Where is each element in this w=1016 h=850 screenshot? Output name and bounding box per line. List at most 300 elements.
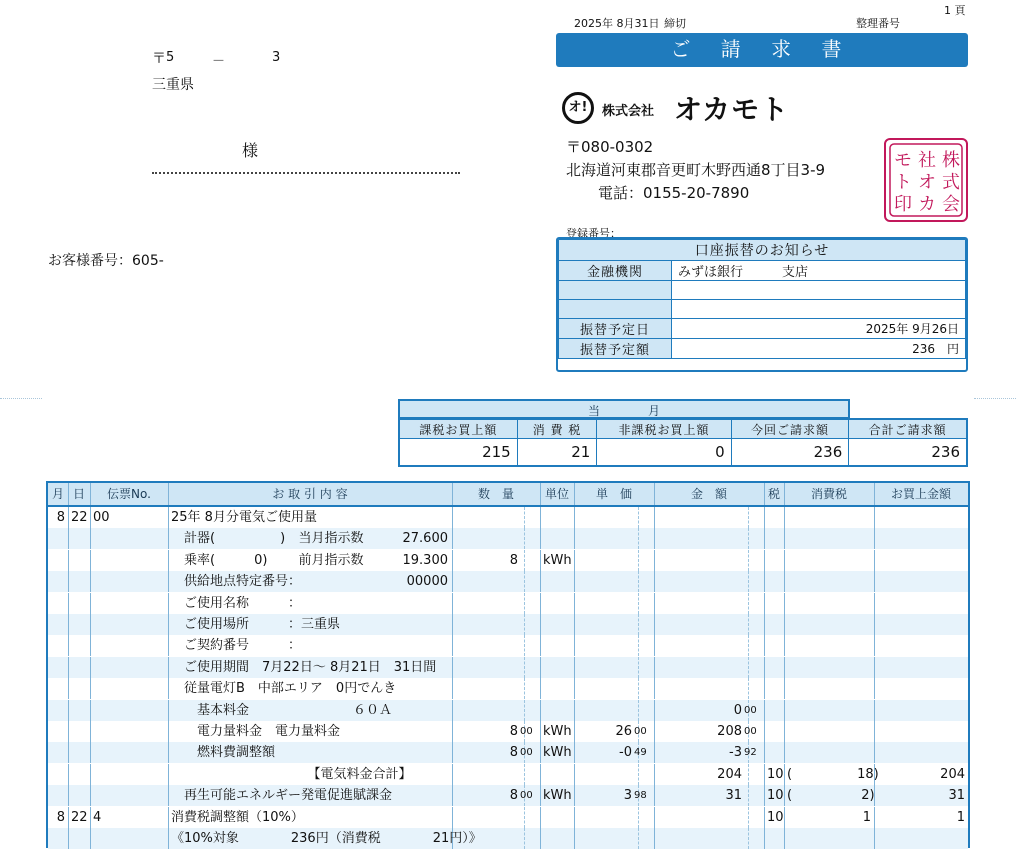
column-divider	[90, 742, 91, 763]
column-divider	[90, 785, 91, 806]
decimal-divider	[748, 657, 749, 678]
decimal-divider	[524, 507, 525, 528]
column-divider	[68, 721, 69, 742]
cell-description: ご使用期間 7月22日～ 8月21日 31日間	[171, 659, 437, 675]
column-divider	[764, 678, 765, 699]
cell-description: ご使用名称 ：	[171, 595, 302, 611]
cell-description: ご契約番号 ：	[171, 638, 302, 654]
cell-unit: kWh	[543, 745, 572, 761]
column-divider	[540, 507, 541, 528]
decimal-divider	[638, 593, 639, 614]
registration-number-label: 登録番号：	[566, 227, 621, 240]
column-divider	[68, 657, 69, 678]
column-divider	[784, 678, 785, 699]
decimal-divider	[524, 764, 525, 785]
decimal-divider	[748, 678, 749, 699]
transfer-notice	[556, 237, 968, 372]
cell-amount-decimal: 00	[744, 704, 757, 716]
decimal-divider	[524, 828, 525, 849]
redacted-name-line	[152, 172, 460, 174]
cell-description: ご使用場所 ：三重県	[171, 617, 341, 632]
column-divider	[574, 593, 575, 614]
column-divider	[874, 528, 875, 549]
column-divider	[654, 528, 655, 549]
cell-amount: 0	[733, 702, 742, 718]
company-postal: 〒080-0302	[566, 138, 654, 156]
header-divider	[764, 483, 765, 505]
svg-text:会: 会	[942, 194, 960, 215]
decimal-divider	[748, 785, 749, 806]
invoice-title: ご 請 求 書	[556, 33, 968, 67]
cell-tax-rate: 10	[767, 766, 784, 782]
column-divider	[764, 721, 765, 742]
summary-tax-value: 21	[517, 439, 597, 467]
column-divider	[784, 528, 785, 549]
column-divider	[168, 507, 169, 528]
closing-label: 締切	[664, 17, 686, 30]
company-seal	[884, 138, 968, 222]
column-divider	[68, 635, 69, 656]
company-address: 北海道河東郡音更町木野西通8丁目3-9	[566, 161, 826, 179]
cell-description: 供給地点特定番号：	[171, 574, 302, 590]
decimal-divider	[638, 700, 639, 721]
svg-text:オ: オ	[918, 172, 936, 193]
column-divider	[874, 742, 875, 763]
transfer-amount-label: 振替予定額	[559, 339, 672, 359]
column-divider	[540, 785, 541, 806]
cell-consumption-tax: ( 2)	[787, 788, 875, 804]
decimal-divider	[748, 635, 749, 656]
summary-nontaxable-value: 0	[597, 439, 731, 467]
blank-value-1	[672, 281, 966, 300]
blank-label-2	[559, 300, 672, 319]
column-divider	[654, 507, 655, 528]
column-divider	[540, 657, 541, 678]
table-row	[48, 785, 968, 806]
column-divider	[540, 614, 541, 635]
column-divider	[90, 828, 91, 849]
column-divider	[784, 507, 785, 528]
summary-taxable-value: 215	[399, 439, 517, 467]
cell-slip-number: 4	[93, 809, 102, 825]
column-divider	[784, 700, 785, 721]
cell-amount-decimal: 92	[744, 747, 757, 759]
column-divider	[764, 550, 765, 571]
column-divider	[574, 828, 575, 849]
decimal-divider	[524, 593, 525, 614]
column-divider	[574, 528, 575, 549]
column-divider	[874, 571, 875, 592]
column-divider	[68, 571, 69, 592]
column-divider	[764, 593, 765, 614]
cell-description: 燃料費調整額	[171, 745, 276, 761]
column-divider	[574, 700, 575, 721]
cell-consumption-tax: 1	[862, 809, 871, 825]
column-divider	[68, 528, 69, 549]
detail-table	[46, 481, 970, 848]
cell-description: 乗率( 0)	[171, 552, 268, 568]
decimal-divider	[524, 571, 525, 592]
column-divider	[90, 550, 91, 571]
decimal-divider	[524, 700, 525, 721]
column-header-description: お 取 引 内 容	[272, 487, 348, 501]
company-logo-icon: オ!	[562, 92, 594, 124]
customer-number: お客様番号：605-	[48, 253, 164, 269]
transfer-amount-value: 236 円	[672, 339, 966, 359]
column-divider	[68, 700, 69, 721]
column-divider	[90, 700, 91, 721]
company-phone: 電話：0155-20-7890	[598, 184, 750, 202]
column-divider	[574, 571, 575, 592]
column-divider	[654, 657, 655, 678]
table-row	[48, 742, 968, 763]
cell-amount: 208	[717, 724, 742, 739]
column-divider	[764, 657, 765, 678]
decimal-divider	[748, 614, 749, 635]
column-divider	[874, 657, 875, 678]
decimal-divider	[638, 550, 639, 571]
blank-value-2	[672, 300, 966, 319]
column-divider	[540, 678, 541, 699]
cell-purchase-amount: 204	[940, 766, 965, 782]
svg-text:ト: ト	[894, 172, 912, 193]
column-divider	[784, 571, 785, 592]
column-divider	[784, 785, 785, 806]
decimal-divider	[524, 678, 525, 699]
header-divider	[784, 483, 785, 505]
decimal-divider	[524, 528, 525, 549]
cell-description: 《10%対象 236円（消費税 21円）》	[171, 831, 482, 846]
cell-quantity-decimal: 00	[520, 790, 533, 802]
cell-description: 従量電灯B 中部エリア 0円でんき	[171, 681, 397, 697]
column-divider	[654, 614, 655, 635]
decimal-divider	[638, 807, 639, 828]
column-divider	[168, 657, 169, 678]
decimal-divider	[638, 678, 639, 699]
customer-postal-part-3: 3	[272, 50, 281, 65]
cell-month: 8	[56, 510, 65, 525]
summary-box	[398, 399, 968, 470]
table-row	[48, 614, 968, 635]
column-divider	[540, 807, 541, 828]
column-header-quantity: 数 量	[477, 487, 514, 501]
header-divider	[90, 483, 91, 505]
cell-unit-price: 26	[615, 724, 632, 739]
column-header-amount: 金 額	[690, 487, 727, 501]
column-divider	[90, 593, 91, 614]
cell-quantity-decimal: 00	[520, 747, 533, 759]
cell-amount: 204	[717, 766, 742, 782]
column-divider	[90, 657, 91, 678]
column-divider	[874, 700, 875, 721]
cell-tax-rate: 10	[767, 788, 784, 804]
cell-tax-rate: 10	[767, 809, 784, 825]
table-row	[48, 828, 968, 849]
column-divider	[874, 507, 875, 528]
column-divider	[452, 700, 453, 721]
decimal-divider	[524, 635, 525, 656]
customer-prefecture: 三重県	[152, 77, 194, 93]
cell-purchase-amount: 31	[948, 788, 965, 804]
column-divider	[540, 721, 541, 742]
summary-header-taxable: 課税お買上額	[399, 419, 517, 439]
column-divider	[68, 678, 69, 699]
cell-description-detail: 前月指示数 19.300	[298, 552, 448, 568]
summary-header-tax: 消 費 税	[517, 419, 597, 439]
column-divider	[168, 593, 169, 614]
cell-description: 計器( )	[171, 531, 286, 547]
column-divider	[764, 785, 765, 806]
cell-amount: -3	[729, 745, 742, 761]
table-row	[48, 550, 968, 571]
decimal-divider	[748, 764, 749, 785]
column-divider	[764, 614, 765, 635]
column-divider	[654, 807, 655, 828]
customer-postal-part-2: －	[212, 54, 226, 69]
column-divider	[168, 678, 169, 699]
cell-month: 8	[56, 809, 65, 825]
issue-date: 2025年 8月31日	[574, 17, 660, 30]
column-divider	[68, 550, 69, 571]
column-divider	[784, 550, 785, 571]
column-divider	[540, 550, 541, 571]
column-divider	[168, 614, 169, 635]
column-divider	[654, 550, 655, 571]
column-divider	[452, 571, 453, 592]
column-divider	[784, 764, 785, 785]
column-divider	[90, 507, 91, 528]
column-divider	[68, 807, 69, 828]
column-divider	[168, 764, 169, 785]
header-divider	[874, 483, 875, 505]
svg-text:モ: モ	[894, 150, 912, 171]
cell-description: 【電気料金合計】	[171, 766, 412, 782]
column-divider	[784, 635, 785, 656]
column-divider	[574, 678, 575, 699]
column-divider	[90, 528, 91, 549]
summary-header-current: 今回ご請求額	[731, 419, 849, 439]
column-divider	[452, 764, 453, 785]
cell-unit-price-decimal: 98	[634, 790, 647, 802]
decimal-divider	[638, 635, 639, 656]
column-divider	[784, 742, 785, 763]
column-divider	[168, 807, 169, 828]
table-row	[48, 528, 968, 549]
decimal-divider	[638, 614, 639, 635]
cell-quantity: 8	[509, 724, 518, 739]
table-row	[48, 721, 968, 742]
svg-text:株: 株	[942, 150, 960, 171]
column-divider	[764, 571, 765, 592]
table-row	[48, 593, 968, 614]
column-divider	[90, 635, 91, 656]
decimal-divider	[638, 571, 639, 592]
cell-amount: 31	[725, 788, 742, 804]
customer-postal-part-1: 5	[166, 50, 175, 65]
table-row	[48, 678, 968, 699]
column-header-purchase-amount: お買上金額	[890, 487, 951, 501]
column-header-unit-price: 単 価	[595, 487, 632, 501]
column-divider	[874, 550, 875, 571]
column-divider	[874, 635, 875, 656]
cell-day: 22	[71, 510, 88, 525]
summary-current-value: 236	[731, 439, 849, 467]
table-row	[48, 700, 968, 721]
column-divider	[874, 678, 875, 699]
cell-day: 22	[71, 809, 88, 825]
column-divider	[574, 635, 575, 656]
header-divider	[574, 483, 575, 505]
column-divider	[654, 678, 655, 699]
bank-label: 金融機関	[559, 261, 672, 281]
svg-text:印: 印	[894, 194, 912, 215]
column-divider	[168, 571, 169, 592]
customer-postal-mark: 〒	[152, 51, 166, 67]
svg-text:式: 式	[942, 172, 960, 193]
column-divider	[68, 507, 69, 528]
cell-description: 再生可能エネルギー発電促進賦課金	[171, 788, 393, 804]
decimal-divider	[748, 571, 749, 592]
column-divider	[168, 700, 169, 721]
svg-text:社: 社	[918, 150, 936, 171]
decimal-divider	[638, 507, 639, 528]
column-divider	[168, 785, 169, 806]
column-divider	[784, 807, 785, 828]
decimal-divider	[638, 657, 639, 678]
column-divider	[540, 635, 541, 656]
column-divider	[574, 614, 575, 635]
column-divider	[784, 657, 785, 678]
column-divider	[168, 742, 169, 763]
column-header-tax-rate: 税	[767, 487, 780, 501]
column-divider	[540, 742, 541, 763]
column-divider	[874, 614, 875, 635]
column-divider	[452, 657, 453, 678]
column-divider	[574, 550, 575, 571]
column-divider	[452, 678, 453, 699]
column-divider	[90, 764, 91, 785]
column-divider	[168, 635, 169, 656]
column-divider	[68, 828, 69, 849]
cell-description-detail: 00000	[406, 574, 448, 590]
column-divider	[784, 828, 785, 849]
column-divider	[574, 807, 575, 828]
column-divider	[68, 614, 69, 635]
table-row	[48, 635, 968, 656]
company-logo-prefix: 株式会社	[602, 104, 655, 119]
cell-description: 基本料金 ６０Ａ	[171, 702, 393, 718]
column-divider	[452, 593, 453, 614]
header-divider	[452, 483, 453, 505]
decimal-divider	[524, 550, 525, 571]
header-divider	[654, 483, 655, 505]
cell-slip-number: 00	[93, 510, 110, 525]
header-divider	[68, 483, 69, 505]
decimal-divider	[748, 593, 749, 614]
decimal-divider	[748, 807, 749, 828]
column-divider	[68, 593, 69, 614]
summary-header-total: 合計ご請求額	[849, 419, 967, 439]
column-divider	[764, 528, 765, 549]
decimal-divider	[638, 828, 639, 849]
decimal-divider	[524, 614, 525, 635]
blank-label-1	[559, 281, 672, 300]
decimal-divider	[638, 764, 639, 785]
column-divider	[90, 678, 91, 699]
bank-value: みずほ銀行 支店	[672, 261, 966, 281]
column-divider	[764, 807, 765, 828]
column-divider	[452, 507, 453, 528]
cell-unit: kWh	[543, 552, 572, 568]
decimal-divider	[748, 550, 749, 571]
cell-purchase-amount: 1	[956, 809, 965, 825]
column-divider	[654, 593, 655, 614]
column-divider	[452, 635, 453, 656]
column-divider	[540, 828, 541, 849]
column-divider	[68, 742, 69, 763]
column-divider	[90, 721, 91, 742]
cell-quantity: 8	[509, 552, 518, 568]
separator-right	[974, 398, 1016, 399]
decimal-divider	[524, 657, 525, 678]
table-row	[48, 571, 968, 592]
transfer-date-value: 2025年 9月26日	[672, 319, 966, 339]
table-row	[48, 807, 968, 828]
cell-description: 電力量料金 電力量料金	[171, 724, 341, 739]
customer-honorific: 様	[242, 141, 259, 160]
column-divider	[654, 828, 655, 849]
cell-consumption-tax: ( 18)	[787, 766, 879, 782]
cell-unit-price-decimal: 49	[634, 747, 647, 759]
column-divider	[784, 593, 785, 614]
column-divider	[764, 828, 765, 849]
decimal-divider	[638, 528, 639, 549]
column-divider	[874, 828, 875, 849]
company-logo-name: オカモト	[674, 93, 790, 126]
column-divider	[68, 785, 69, 806]
transfer-notice-title: 口座振替のお知らせ	[559, 240, 966, 261]
column-divider	[764, 764, 765, 785]
column-divider	[654, 635, 655, 656]
column-divider	[540, 700, 541, 721]
summary-header-nontaxable: 非課税お買上額	[597, 419, 731, 439]
column-divider	[452, 614, 453, 635]
decimal-divider	[748, 507, 749, 528]
cell-unit-price-decimal: 00	[634, 726, 647, 737]
table-row	[48, 764, 968, 785]
column-divider	[784, 614, 785, 635]
detail-header-row	[48, 483, 968, 507]
column-divider	[574, 764, 575, 785]
cell-description-detail: 当月指示数 27.600	[298, 531, 448, 547]
column-divider	[90, 614, 91, 635]
column-divider	[452, 528, 453, 549]
transfer-date-label: 振替予定日	[559, 319, 672, 339]
column-divider	[90, 571, 91, 592]
column-header-consumption-tax: 消費税	[810, 487, 847, 501]
detail-body	[48, 507, 968, 850]
column-divider	[168, 550, 169, 571]
summary-total-value: 236	[849, 439, 967, 467]
header-divider	[168, 483, 169, 505]
column-divider	[764, 700, 765, 721]
cell-quantity-decimal: 00	[520, 726, 533, 737]
column-divider	[874, 721, 875, 742]
column-divider	[574, 657, 575, 678]
column-divider	[574, 507, 575, 528]
table-row	[48, 507, 968, 528]
header-divider	[540, 483, 541, 505]
